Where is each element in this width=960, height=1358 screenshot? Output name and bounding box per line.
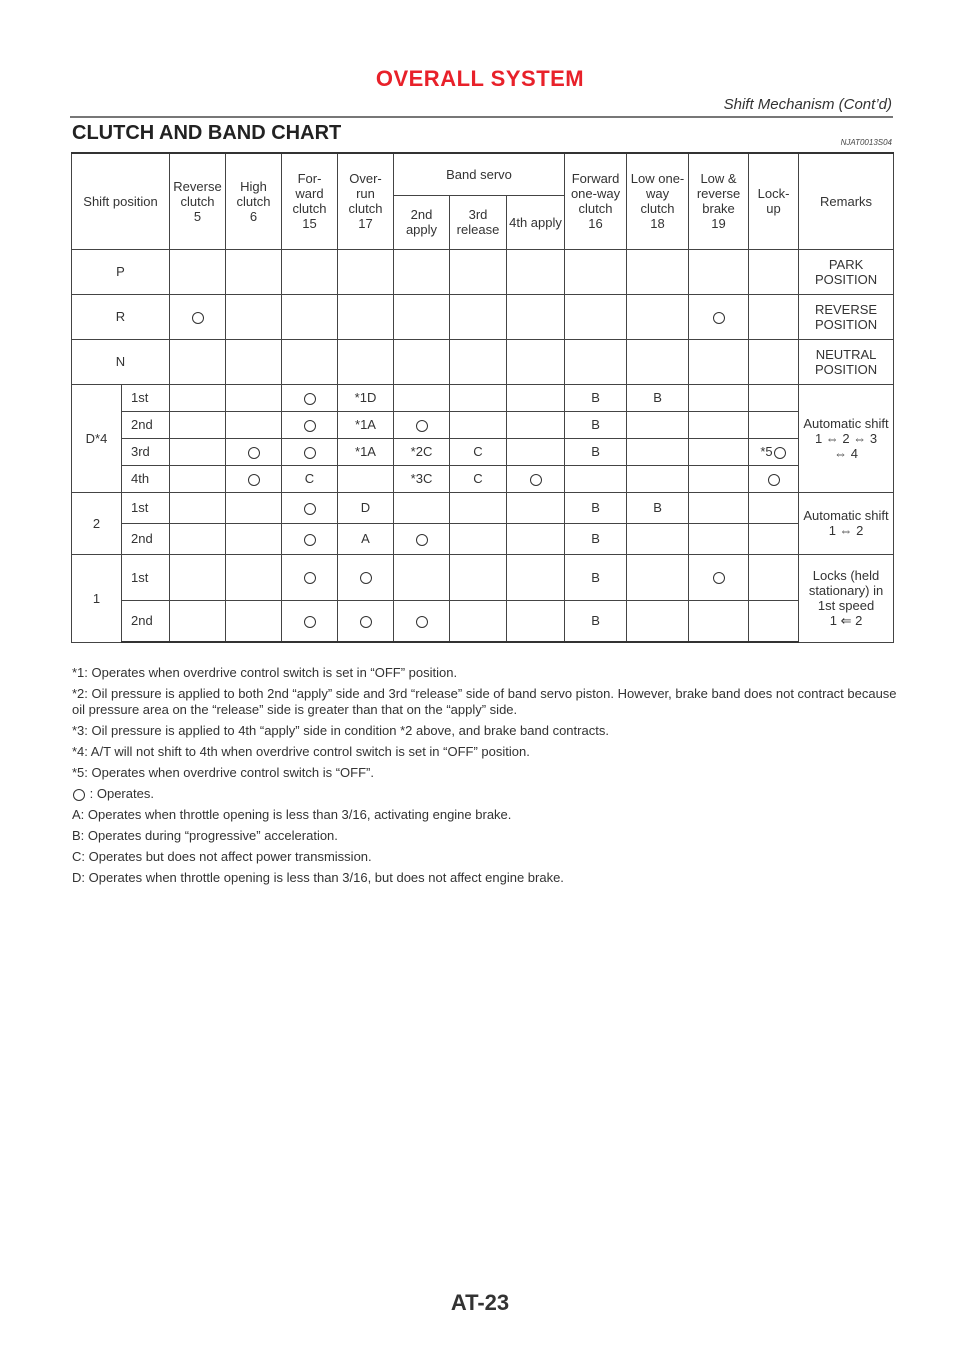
- remark-reverse: REVERSE POSITION: [799, 294, 894, 339]
- cell-lockup-d3: *5: [749, 438, 799, 465]
- note: *3: Oil pressure is applied to 4th “apply” side in condition *2 above, and brake band contracts.: [72, 723, 609, 738]
- operates-circle-icon: [416, 420, 428, 432]
- cell: B: [627, 492, 689, 523]
- remark-2-auto-shift: Automatic shift 1 ⇔ 2: [799, 492, 894, 554]
- cell: B: [565, 438, 627, 465]
- remark-park: PARK POSITION: [799, 249, 894, 294]
- shift-P: P: [72, 249, 170, 294]
- header-low-reverse-brake: Low & reverse brake 19: [689, 153, 749, 249]
- cell: C: [282, 465, 338, 492]
- operates-circle-icon: [768, 474, 780, 486]
- operates-circle-icon: [416, 616, 428, 628]
- table-row: [72, 523, 894, 554]
- operates-circle-icon: [360, 616, 372, 628]
- gear-label: 1st: [122, 384, 170, 411]
- cell: *2C: [394, 438, 450, 465]
- cell: *1D: [338, 384, 394, 411]
- gear-label: 1st: [122, 492, 170, 523]
- cell: D: [338, 492, 394, 523]
- page-title: OVERALL SYSTEM: [375, 66, 585, 91]
- table-row: [72, 294, 894, 339]
- header-forward-oneway: Forward one-way clutch 16: [565, 153, 627, 249]
- gear-label: 2nd: [122, 600, 170, 642]
- header-forward-clutch: For- ward clutch 15: [282, 153, 338, 249]
- header-remarks: Remarks: [799, 153, 894, 249]
- footnotes: [72, 665, 897, 891]
- note: D: Operates when throttle opening is less than 3/16, but does not affect engine brake.: [72, 870, 564, 885]
- cell: *3C: [394, 465, 450, 492]
- cell: B: [565, 554, 627, 600]
- operates-circle-icon: [304, 616, 316, 628]
- section-code: NJAT0013S04: [840, 138, 892, 147]
- header-overrun-clutch: Over- run clutch 17: [338, 153, 394, 249]
- operates-circle-icon: [304, 534, 316, 546]
- note: C: Operates but does not affect power transmission.: [72, 849, 372, 864]
- shift-R: R: [72, 294, 170, 339]
- gear-label: 3rd: [122, 438, 170, 465]
- remark-neutral: NEUTRAL POSITION: [799, 339, 894, 384]
- header-band-servo: Band servo: [394, 153, 565, 195]
- cell: B: [627, 384, 689, 411]
- table-row: [72, 554, 894, 600]
- shift-D: D*4: [72, 384, 122, 492]
- gear-label: 1st: [122, 554, 170, 600]
- header-rule: [70, 116, 893, 118]
- operates-circle-icon: [304, 393, 316, 405]
- shift-N: N: [72, 339, 170, 384]
- table-row: [72, 411, 894, 438]
- header-high-clutch: High clutch 6: [226, 153, 282, 249]
- operates-circle-icon: [73, 789, 85, 801]
- table-row: [72, 384, 894, 411]
- header-3rd-release: 3rd release: [450, 195, 507, 249]
- table-row: [72, 465, 894, 492]
- cell: A: [338, 523, 394, 554]
- cell: B: [565, 411, 627, 438]
- table-row: [72, 249, 894, 294]
- section-title: CLUTCH AND BAND CHART: [72, 122, 342, 144]
- operates-circle-icon: [713, 572, 725, 584]
- operates-circle-icon: [360, 572, 372, 584]
- operates-circle-icon: [416, 534, 428, 546]
- table-row: [72, 492, 894, 523]
- cell: *1A: [338, 438, 394, 465]
- header-2nd-apply: 2nd apply: [394, 195, 450, 249]
- cell: C: [450, 438, 507, 465]
- cell: B: [565, 384, 627, 411]
- cell: C: [450, 465, 507, 492]
- cell: *1A: [338, 411, 394, 438]
- clutch-band-chart: [71, 152, 894, 643]
- operates-circle-icon: [304, 420, 316, 432]
- gear-label: 2nd: [122, 523, 170, 554]
- header-shift-position: Shift position: [72, 153, 170, 249]
- shift-1: 1: [72, 554, 122, 642]
- operates-circle-icon: [248, 474, 260, 486]
- gear-label: 2nd: [122, 411, 170, 438]
- table-row: [72, 339, 894, 384]
- header-low-oneway: Low one- way clutch 18: [627, 153, 689, 249]
- header-lockup: Lock-up: [749, 153, 799, 249]
- operates-circle-icon: [774, 447, 786, 459]
- note: *5: Operates when overdrive control switch is “OFF”.: [72, 765, 374, 780]
- page-number: AT-23: [450, 1290, 510, 1315]
- note-operates: : Operates.: [72, 786, 897, 802]
- note: *1: Operates when overdrive control switch is set in “OFF” position.: [72, 665, 458, 680]
- cell: B: [565, 492, 627, 523]
- note: *2: Oil pressure is applied to both 2nd “apply” side and 3rd “release” side of band servo piston. However, brake band does not contract because oil pressure area on the “release” side is greater than that on the “apply” side.: [72, 686, 897, 717]
- note: *4: A/T will not shift to 4th when overdrive control switch is set in “OFF” position.: [72, 744, 530, 759]
- operates-circle-icon: [713, 312, 725, 324]
- operates-circle-icon: [530, 474, 542, 486]
- remark-d-auto-shift: Automatic shift 1 ⇔ 2 ⇔ 3 ⇔ 4: [799, 384, 894, 492]
- page-header: [0, 66, 960, 113]
- shift-2: 2: [72, 492, 122, 554]
- remark-1-locks: Locks (held stationary) in 1st speed 1 ⇐ 2: [799, 554, 894, 642]
- operates-circle-icon: [192, 312, 204, 324]
- gear-label: 4th: [122, 465, 170, 492]
- header-4th-apply: 4th apply: [507, 195, 565, 249]
- cell: B: [565, 600, 627, 642]
- cell: B: [565, 523, 627, 554]
- operates-circle-icon: [304, 447, 316, 459]
- header-reverse-clutch: Reverse clutch 5: [170, 153, 226, 249]
- table-row: [72, 600, 894, 642]
- note: B: Operates during “progressive” acceleration.: [72, 828, 338, 843]
- note: A: Operates when throttle opening is less than 3/16, activating engine brake.: [72, 807, 512, 822]
- operates-circle-icon: [248, 447, 260, 459]
- operates-circle-icon: [304, 503, 316, 515]
- page-subtitle: Shift Mechanism (Cont’d): [723, 96, 892, 113]
- operates-circle-icon: [304, 572, 316, 584]
- table-row: [72, 438, 894, 465]
